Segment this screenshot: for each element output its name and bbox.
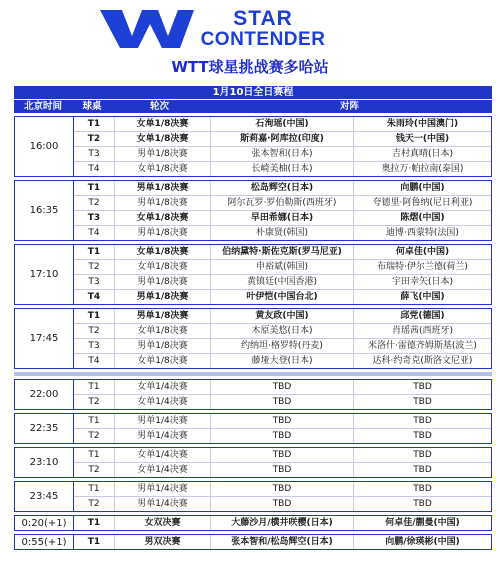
round-cell: 女双决赛 (115, 516, 211, 530)
table-row (74, 535, 491, 549)
table-row (74, 226, 491, 240)
time-block (14, 534, 492, 550)
player2-cell: TBD (413, 397, 432, 407)
round-cell: 男单1/4决赛 (115, 414, 211, 428)
player1-cell: TBD (211, 414, 354, 428)
wtt-logo-icon (96, 2, 196, 52)
table-cell: T3 (74, 211, 115, 225)
header (0, 0, 500, 78)
player1-cell: 黄友政(中国) (211, 309, 354, 323)
day-title: 1月10日全日赛程 (14, 86, 492, 99)
player1-cell: 斯莉嘉·阿库拉(印度) (211, 132, 354, 146)
round-cell: 男单1/4决赛 (115, 482, 211, 496)
table-cell: T4 (74, 290, 115, 304)
table-row (74, 516, 491, 530)
round-cell: 男单1/4决赛 (115, 497, 211, 511)
event-subtitle: WTT球星挑战赛多哈站 (171, 58, 329, 76)
player2-cell: TBD (413, 416, 432, 426)
table-cell: T1 (74, 245, 115, 259)
round-cell: 女单1/4决赛 (115, 380, 211, 394)
round-cell: 女单1/4决赛 (115, 448, 211, 462)
player1-cell: TBD (211, 395, 354, 409)
player1-cell: 申裕斌(韩国) (211, 260, 354, 274)
table-row (74, 196, 491, 211)
brand-line-contender: CONTENDER (200, 29, 326, 50)
player1-cell: 松岛辉空(日本) (211, 181, 354, 195)
player2-cell: 陈熠(中国) (400, 213, 445, 223)
player2-cell: 吉村真晴(日本) (391, 149, 454, 159)
time-block (14, 379, 492, 410)
table-cell: T1 (74, 309, 115, 323)
table-row (74, 117, 491, 132)
match-rows (74, 309, 491, 368)
player1-cell: 约纳坦·格罗特(丹麦) (211, 339, 354, 353)
player2-cell: 布瑞特·伊尔兰德(荷兰) (377, 262, 468, 272)
table-cell: T2 (74, 429, 115, 443)
player1-cell: 大藤沙月/横井咲樱(日本) (211, 516, 354, 530)
table-cell: T1 (74, 516, 115, 530)
table-cell: T2 (74, 497, 115, 511)
match-rows (74, 117, 491, 176)
col-table: 球桌 (82, 101, 102, 112)
column-header-row (14, 99, 492, 113)
time-block (14, 447, 492, 478)
time-slot: 0:20(+1) (15, 516, 74, 530)
player1-cell: TBD (211, 463, 354, 477)
player2-cell: TBD (413, 431, 432, 441)
player1-cell: 石洵瑶(中国) (211, 117, 354, 131)
player2-cell: 钱天一(中国) (395, 134, 450, 144)
round-cell: 男单1/8决赛 (115, 339, 211, 353)
round-cell: 男单1/8决赛 (115, 275, 211, 289)
round-cell: 女单1/8决赛 (115, 245, 211, 259)
player2-cell: 何卓佳(中国) (395, 247, 450, 257)
table-cell: T1 (74, 535, 115, 549)
player2-cell: TBD (413, 484, 432, 494)
time-slot: 23:10 (15, 448, 74, 477)
table-cell: T4 (74, 226, 115, 240)
player2-cell: 达科·约奇克(斯洛文尼亚) (372, 356, 473, 366)
table-row (74, 354, 491, 368)
col-match: 对阵 (339, 101, 359, 112)
player1-cell: 叶伊恺(中国台北) (211, 290, 354, 304)
section-divider (14, 372, 492, 376)
schedule-blocks (14, 116, 492, 550)
player2-cell: TBD (413, 450, 432, 460)
brand-wordmark (198, 8, 328, 49)
table-row (74, 497, 491, 511)
match-rows (74, 181, 491, 240)
player2-cell: 肖瑶茜(西班牙) (391, 326, 454, 336)
table-cell: T2 (74, 196, 115, 210)
table-row (74, 429, 491, 443)
table-row (74, 260, 491, 275)
table-cell: T1 (74, 414, 115, 428)
table-cell: T2 (74, 132, 115, 146)
player1-cell: TBD (211, 429, 354, 443)
round-cell: 男单1/8决赛 (115, 147, 211, 161)
round-cell: 男单1/8决赛 (115, 309, 211, 323)
round-cell: 女单1/8决赛 (115, 354, 211, 368)
player2-cell: TBD (413, 382, 432, 392)
player1-cell: 木原美悠(日本) (211, 324, 354, 338)
table-row (74, 275, 491, 290)
match-rows (74, 414, 491, 443)
table-row (74, 395, 491, 409)
round-cell: 女单1/8决赛 (115, 117, 211, 131)
player1-cell: 阿尔瓦罗·罗伯勒斯(西班牙) (211, 196, 354, 210)
player2-cell: 米洛什·雷德齐姆斯基(波兰) (368, 341, 477, 351)
player1-cell: 张本智和(日本) (211, 147, 354, 161)
match-rows (74, 380, 491, 409)
table-cell: T2 (74, 395, 115, 409)
table-cell: T1 (74, 181, 115, 195)
player2-cell: 奥拉万·帕拉南(泰国) (381, 164, 464, 174)
match-rows (74, 245, 491, 304)
table-cell: T3 (74, 339, 115, 353)
table-cell: T4 (74, 162, 115, 176)
round-cell: 男双决赛 (115, 535, 211, 549)
round-cell: 男单1/8决赛 (115, 181, 211, 195)
time-block (14, 244, 492, 305)
player2-cell: 邱党(德国) (400, 311, 445, 321)
player2-cell: 何卓佳/蒯曼(中国) (385, 518, 460, 528)
table-cell: T2 (74, 324, 115, 338)
round-cell: 女单1/8决赛 (115, 132, 211, 146)
table-cell: T3 (74, 275, 115, 289)
player2-cell: 夸德里·阿鲁纳(尼日利亚) (372, 198, 473, 208)
time-block (14, 180, 492, 241)
table-row (74, 339, 491, 354)
table-row (74, 482, 491, 497)
table-row (74, 245, 491, 260)
table-row (74, 211, 491, 226)
table-cell: T1 (74, 448, 115, 462)
time-slot: 16:35 (15, 181, 74, 240)
time-block (14, 515, 492, 531)
player2-cell: 向鹏(中国) (400, 183, 445, 193)
table-cell: T1 (74, 117, 115, 131)
table-row (74, 414, 491, 429)
table-row (74, 309, 491, 324)
match-rows (74, 516, 491, 530)
time-slot: 16:00 (15, 117, 74, 176)
table-row (74, 324, 491, 339)
table-row (74, 380, 491, 395)
table-row (74, 448, 491, 463)
time-block (14, 116, 492, 177)
player2-cell: TBD (413, 465, 432, 475)
round-cell: 女单1/8决赛 (115, 260, 211, 274)
round-cell: 女单1/4决赛 (115, 463, 211, 477)
round-cell: 女单1/8决赛 (115, 162, 211, 176)
time-slot: 22:00 (15, 380, 74, 409)
table-row (74, 162, 491, 176)
time-block (14, 481, 492, 512)
time-block (14, 308, 492, 369)
table-cell: T1 (74, 482, 115, 496)
player2-cell: 向鹏/徐瑛彬(中国) (385, 537, 460, 547)
table-row (74, 147, 491, 162)
round-cell: 男单1/8决赛 (115, 196, 211, 210)
col-time: 北京时间 (23, 101, 62, 112)
player2-cell: 薛飞(中国) (400, 292, 445, 302)
table-row (74, 290, 491, 304)
player1-cell: 张本智和/松岛辉空(日本) (211, 535, 354, 549)
brand-line-star: STAR (233, 7, 293, 30)
time-slot: 17:45 (15, 309, 74, 368)
time-block (14, 413, 492, 444)
player1-cell: 朴康贤(韩国) (211, 226, 354, 240)
time-slot: 0:55(+1) (15, 535, 74, 549)
round-cell: 男单1/8决赛 (115, 226, 211, 240)
table-row (74, 132, 491, 147)
table-row (74, 463, 491, 477)
player1-cell: 伯纳黛特·斯佐克斯(罗马尼亚) (211, 245, 354, 259)
table-cell: T4 (74, 354, 115, 368)
player2-cell: 宇田幸矢(日本) (391, 277, 454, 287)
player2-cell: 迪博·西蒙特(法国) (386, 228, 459, 238)
player1-cell: TBD (211, 482, 354, 496)
schedule-table (14, 86, 492, 550)
player1-cell: 早田希娜(日本) (211, 211, 354, 225)
player1-cell: TBD (211, 448, 354, 462)
table-cell: T3 (74, 147, 115, 161)
match-rows (74, 448, 491, 477)
table-cell: T1 (74, 380, 115, 394)
time-slot: 22:35 (15, 414, 74, 443)
match-rows (74, 535, 491, 549)
player2-cell: 朱雨玲(中国澳门) (386, 119, 459, 129)
match-rows (74, 482, 491, 511)
table-cell: T2 (74, 260, 115, 274)
player1-cell: TBD (211, 497, 354, 511)
time-slot: 17:10 (15, 245, 74, 304)
round-cell: 男单1/8决赛 (115, 290, 211, 304)
time-slot: 23:45 (15, 482, 74, 511)
round-cell: 女单1/8决赛 (115, 211, 211, 225)
table-cell: T2 (74, 463, 115, 477)
player1-cell: 黄镇廷(中国香港) (211, 275, 354, 289)
col-round: 轮次 (149, 101, 169, 112)
round-cell: 女单1/8决赛 (115, 324, 211, 338)
table-row (74, 181, 491, 196)
round-cell: 女单1/4决赛 (115, 395, 211, 409)
player1-cell: 长崎美柚(日本) (211, 162, 354, 176)
player1-cell: 藤垭大登(日本) (211, 354, 354, 368)
round-cell: 男单1/4决赛 (115, 429, 211, 443)
player2-cell: TBD (413, 499, 432, 509)
player1-cell: TBD (211, 380, 354, 394)
